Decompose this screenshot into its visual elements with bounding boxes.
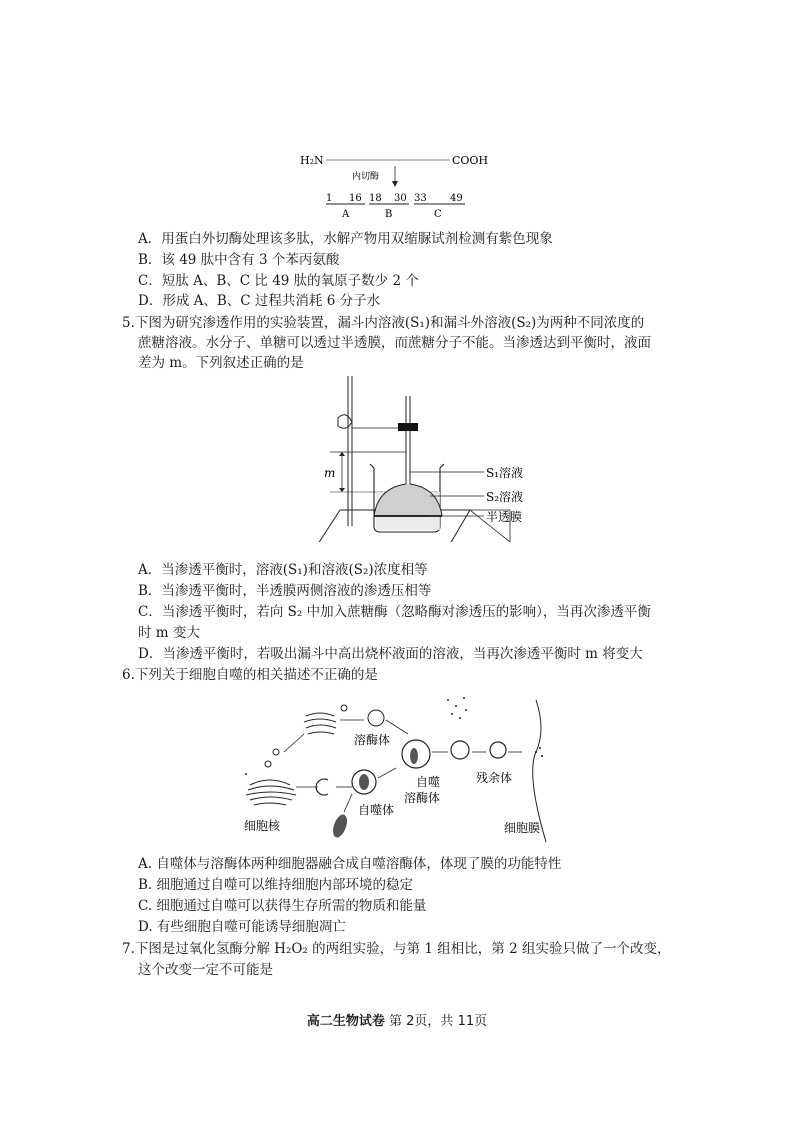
q6-option-c: C. 细胞通过自噬可以获得生存所需的物质和能量 bbox=[138, 898, 427, 914]
arrow-to-golgi bbox=[284, 734, 304, 752]
page-footer bbox=[0, 1010, 794, 1029]
nucleus-er-sketch bbox=[246, 780, 296, 805]
q5-option-d: D．当渗透平衡时，若吸出漏斗中高出烧杯液面的溶液，当再次渗透平衡时 m 将变大 bbox=[138, 646, 643, 662]
arrow-lysosome-to-fusion bbox=[386, 720, 408, 734]
nucleus-label: 细胞核 bbox=[244, 819, 281, 833]
autophagolysosome-content bbox=[410, 748, 418, 764]
lysosome bbox=[368, 710, 384, 726]
q4-option-a: A．用蛋白外切酶处理该多肽，水解产物用双缩脲试剂检测有紫色现象 bbox=[138, 231, 553, 247]
autophagy-diagram bbox=[236, 690, 566, 848]
enzyme-label: 内切酶 bbox=[352, 172, 380, 182]
m-arrow-down bbox=[339, 488, 345, 492]
small-vesicle-3 bbox=[245, 773, 247, 775]
m-arrow-up bbox=[339, 452, 345, 456]
peptide-diagram bbox=[290, 148, 510, 223]
autophagosome-label: 自噬体 bbox=[358, 803, 395, 817]
arrow-from-mitochondrion bbox=[344, 794, 352, 812]
q5-option-a: A．当渗透平衡时，溶液(S₁)和溶液(S₂)浓度相等 bbox=[138, 562, 428, 578]
residual-body bbox=[490, 742, 506, 758]
cut-arrow-head bbox=[392, 181, 398, 187]
cell-membrane-label: 细胞膜 bbox=[504, 821, 541, 835]
osmosis-apparatus-diagram bbox=[310, 372, 580, 542]
tick-30: 30 bbox=[394, 193, 407, 204]
q5-option-b: B．当渗透平衡时，半透膜两侧溶液的渗透压相等 bbox=[138, 583, 432, 599]
exocytosis-dots bbox=[535, 747, 543, 757]
clamp-holder bbox=[398, 423, 418, 431]
tick-18: 18 bbox=[369, 193, 382, 204]
q6-option-a: A. 自噬体与溶酶体两种细胞器融合成自噬溶酶体，体现了膜的功能特性 bbox=[138, 856, 562, 872]
s2-label: S₂溶液 bbox=[486, 490, 524, 504]
segment-b-label: B bbox=[385, 209, 393, 220]
q6-stem: 6.下列关于细胞自噬的相关描述不正确的是 bbox=[122, 667, 378, 683]
footer-subject: 高二生物试卷 bbox=[306, 1014, 385, 1029]
footer-page-number: 第 2页，共 11页 bbox=[389, 1014, 488, 1029]
q4-option-c: C．短肽 A、B、C 比 49 肽的氧原子数少 2 个 bbox=[138, 273, 419, 289]
q5-stem-line-1: 5.下图为研究渗透作用的实验装置，漏斗内溶液(S₁)和漏斗外溶液(S₂)为两种不同浓度的 bbox=[122, 315, 645, 331]
tick-49: 49 bbox=[450, 193, 463, 204]
q5-stem-line-3: 差为 m。下列叙述正确的是 bbox=[138, 355, 304, 371]
funnel-bell bbox=[374, 484, 442, 516]
clamp-screw bbox=[338, 415, 352, 428]
s1-label: S₁溶液 bbox=[486, 466, 524, 480]
q5-stem-line-2: 蔗糖溶液。水分子、单糖可以透过半透膜，而蔗糖分子不能。当渗透达到平衡时，液面 bbox=[138, 335, 651, 351]
golgi-sketch bbox=[304, 713, 336, 734]
q4-option-b: B．该 49 肽中含有 3 个苯丙氨酸 bbox=[138, 252, 340, 268]
segment-a-label: A bbox=[342, 209, 350, 220]
tick-1: 1 bbox=[326, 193, 333, 204]
peptide-c-terminus: COOH bbox=[452, 154, 489, 167]
q7-stem-line-2: 这个改变一定不可能是 bbox=[138, 962, 273, 978]
m-label: m bbox=[324, 466, 336, 480]
q5-option-c-cont: 时 m 变大 bbox=[138, 625, 200, 641]
engulfed-organelle bbox=[359, 774, 369, 790]
residual-body-label: 残余体 bbox=[476, 771, 513, 785]
digesting-vesicle bbox=[451, 741, 469, 759]
arrow-autophagosome-to-fusion bbox=[378, 768, 396, 778]
tick-16: 16 bbox=[349, 193, 362, 204]
small-vesicle-1 bbox=[265, 761, 271, 767]
lysosome-label: 溶酶体 bbox=[354, 733, 391, 747]
q5-option-c: C．当渗透平衡时，若向 S₂ 中加入蔗糖酶（忽略酶对渗透压的影响），当再次渗透平衡 bbox=[138, 604, 651, 620]
q4-option-d: D．形成 A、B、C 过程共消耗 6 分子水 bbox=[138, 293, 381, 309]
autophagolysosome-label-2: 溶酶体 bbox=[404, 791, 441, 805]
tick-33: 33 bbox=[414, 193, 427, 204]
q6-option-d: D. 有些细胞自噬可能诱导细胞凋亡 bbox=[138, 919, 346, 935]
released-molecules bbox=[447, 697, 467, 719]
autophagolysosome-label-1: 自噬 bbox=[416, 775, 441, 789]
damaged-mitochondrion bbox=[330, 813, 349, 840]
membrane-label: 半透膜 bbox=[486, 510, 523, 524]
q7-stem-line-1: 7.下图是过氧化氢酶分解 H₂O₂ 的两组实验，与第 1 组相比，第 2 组实验只做了一个改变， bbox=[122, 941, 671, 957]
segment-c-label: C bbox=[434, 209, 442, 220]
small-vesicle-2 bbox=[273, 749, 279, 755]
golgi-vesicle bbox=[341, 705, 347, 711]
q6-option-b: B. 细胞通过自噬可以维持细胞内部环境的稳定 bbox=[138, 877, 414, 893]
peptide-n-terminus: H₂N bbox=[300, 154, 324, 167]
